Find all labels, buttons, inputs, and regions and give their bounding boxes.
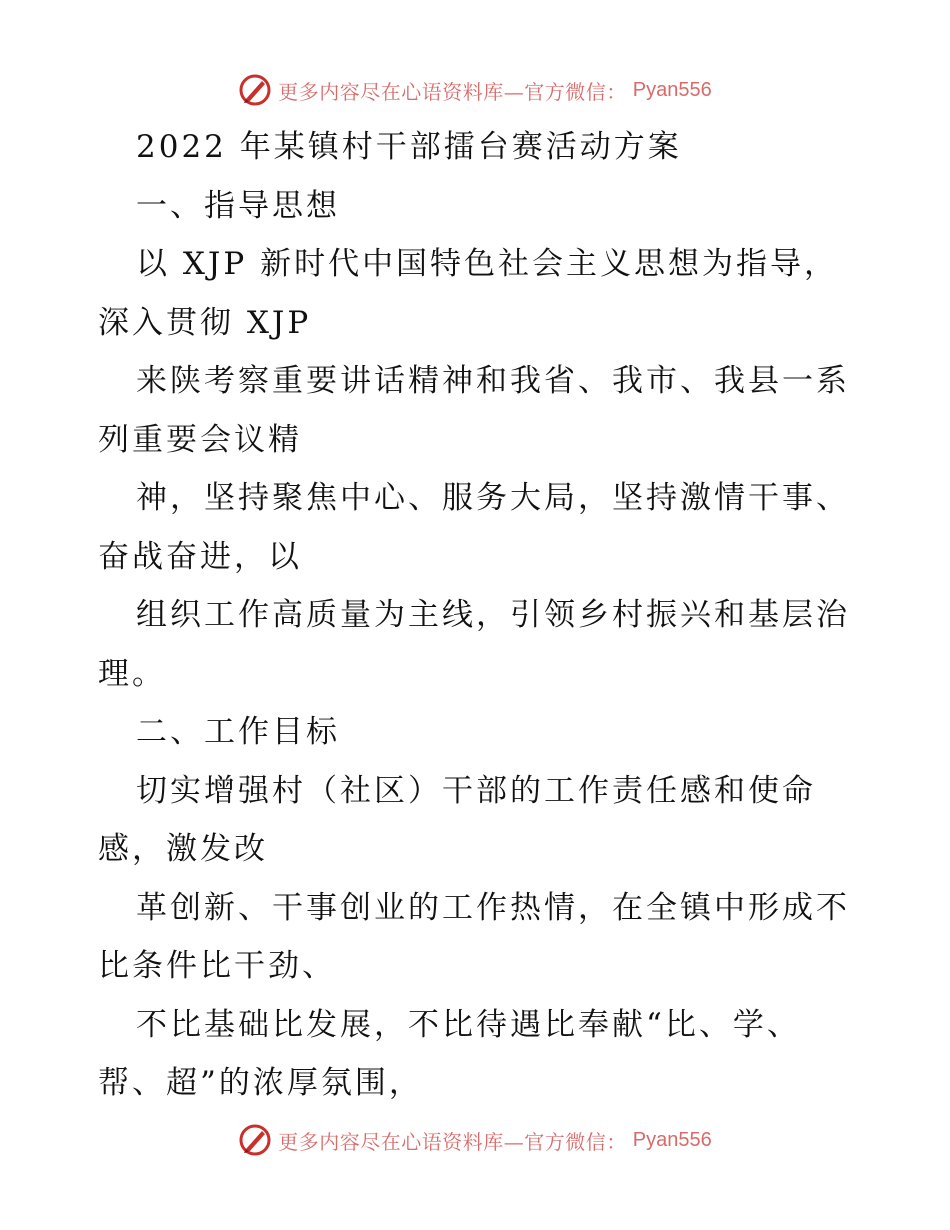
- watermark-wechat-id: Pyan556: [632, 1128, 712, 1151]
- watermark-text: 更多内容尽在心语资料库—官方微信：: [278, 79, 627, 104]
- footer-watermark: [0, 1120, 950, 1160]
- text-line: 帮、超”的浓厚氛围，: [98, 1065, 423, 1101]
- text-line: 感，激发改: [98, 831, 268, 867]
- text-line: 奋战奋进，以: [98, 538, 302, 575]
- header-watermark: [0, 70, 950, 110]
- text-line: 一、指导思想: [136, 187, 340, 224]
- watermark-wechat-id: Pyan556: [632, 78, 712, 101]
- text-line: 来陕考察重要讲话精神和我省、我市、我县一系: [136, 363, 850, 399]
- text-line: 理。: [98, 655, 166, 692]
- text-line: 革创新、干事创业的工作热情，在全镇中形成不: [136, 889, 850, 926]
- pen-logo-icon: [238, 1123, 272, 1157]
- text-line: 组织工作高质量为主线，引领乡村振兴和基层治: [136, 597, 850, 633]
- text-line: 列重要会议精: [98, 421, 302, 458]
- document-body: [98, 118, 858, 1113]
- pen-logo-icon: [238, 73, 272, 107]
- text-line: 二、工作目标: [136, 714, 340, 750]
- text-line: 不比基础比发展，不比待遇比奉献“比、学、: [136, 1006, 801, 1043]
- text-line: 神，坚持聚焦中心、服务大局，坚持激情干事、: [136, 480, 850, 516]
- text-line: 切实增强村（社区）干部的工作责任感和使命: [136, 772, 816, 809]
- watermark-text: 更多内容尽在心语资料库—官方微信：: [278, 1129, 627, 1154]
- text-line: 深入贯彻 XJP: [98, 304, 312, 341]
- document-title: 2022 年某镇村干部擂台赛活动方案: [136, 129, 682, 165]
- text-line: 以 XJP 新时代中国特色社会主义思想为指导，: [136, 246, 839, 282]
- text-line: 比条件比干劲、: [98, 948, 336, 984]
